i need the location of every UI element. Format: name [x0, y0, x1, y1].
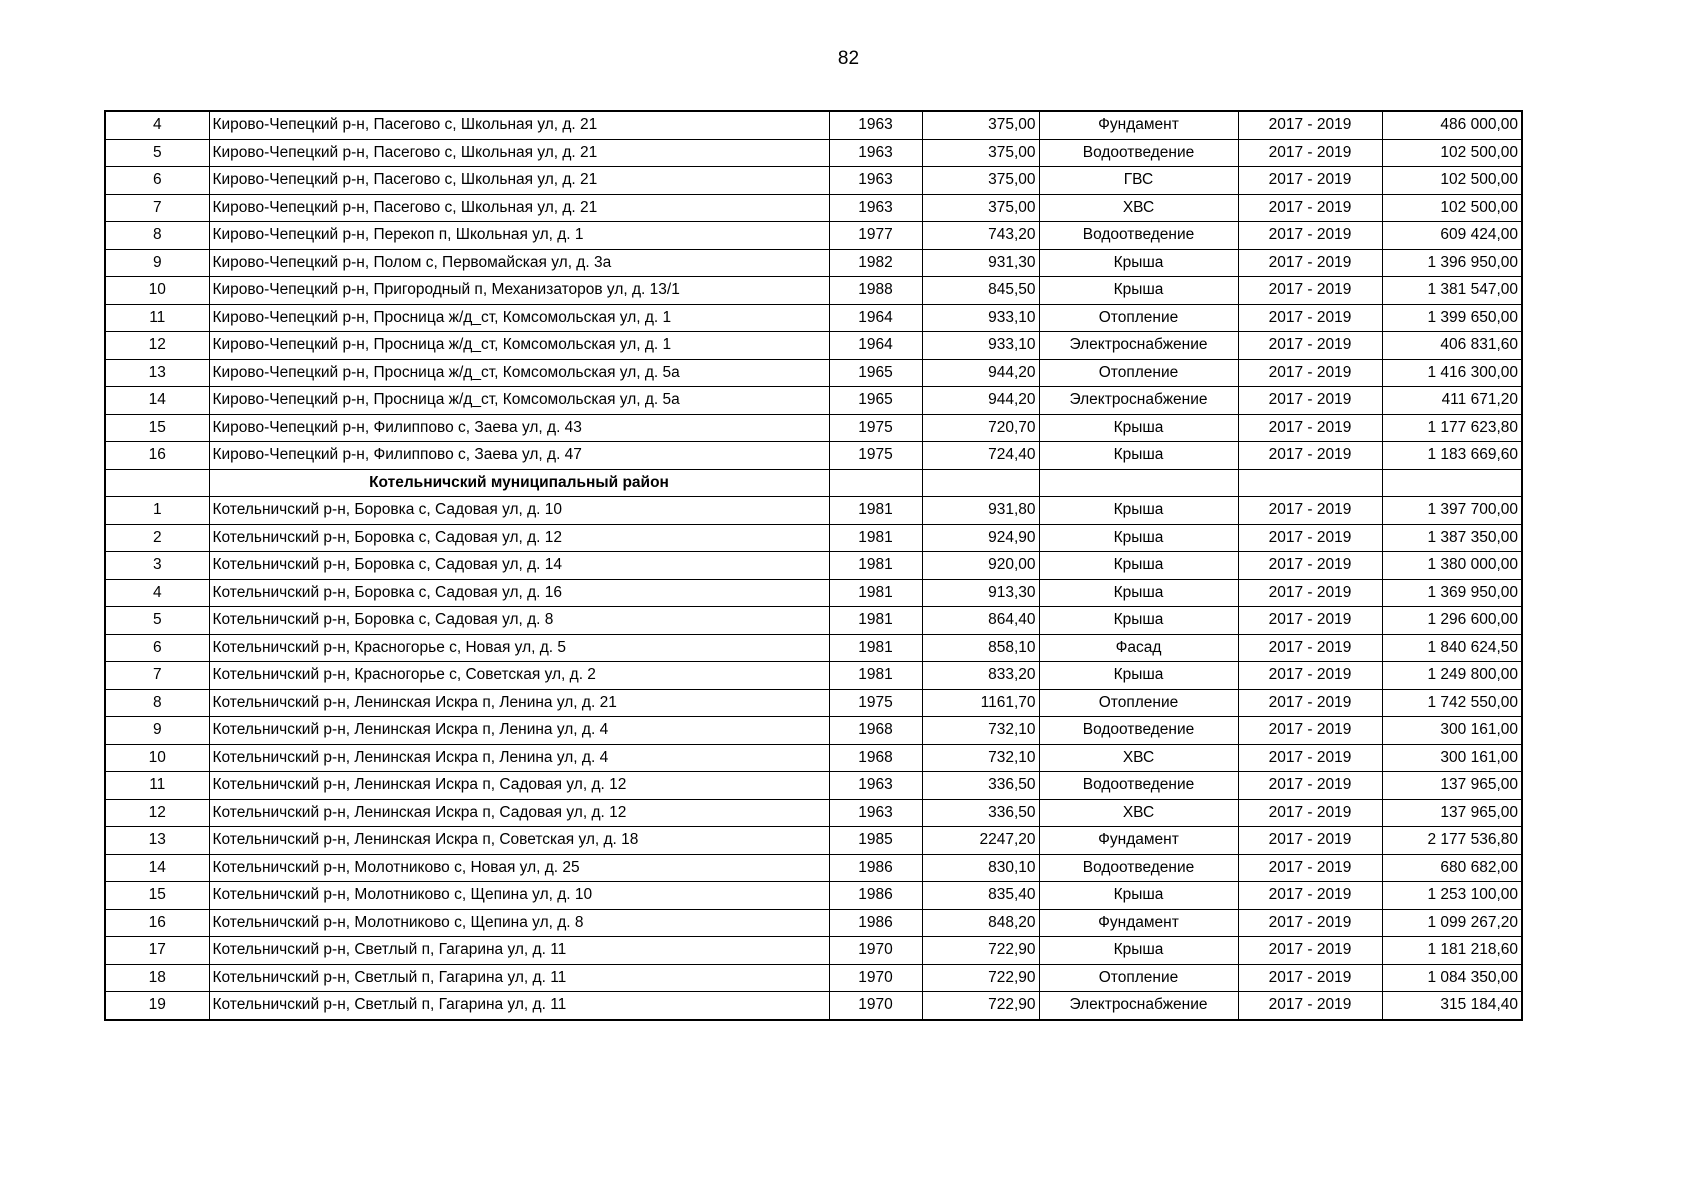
table-row: [105, 359, 1522, 387]
cost-cell: 1 381 547,00: [1382, 277, 1522, 305]
table-row: [105, 497, 1522, 525]
work-type-cell: Крыша: [1039, 662, 1238, 690]
cost-cell: 102 500,00: [1382, 194, 1522, 222]
table-row: [105, 249, 1522, 277]
work-type-cell: Фундамент: [1039, 909, 1238, 937]
area-cell: 722,90: [922, 964, 1039, 992]
area-cell: 375,00: [922, 194, 1039, 222]
period-cell: 2017 - 2019: [1238, 744, 1382, 772]
work-type-cell: Крыша: [1039, 524, 1238, 552]
work-type-cell: Водоотведение: [1039, 854, 1238, 882]
work-type-cell: [1039, 469, 1238, 497]
table-row: [105, 387, 1522, 415]
table-row: [105, 744, 1522, 772]
work-type-cell: Фасад: [1039, 634, 1238, 662]
build-year-cell: 1970: [829, 992, 922, 1020]
table-row: [105, 772, 1522, 800]
work-type-cell: Крыша: [1039, 414, 1238, 442]
build-year-cell: 1981: [829, 497, 922, 525]
build-year-cell: 1963: [829, 772, 922, 800]
table-row: [105, 992, 1522, 1020]
cost-cell: 137 965,00: [1382, 799, 1522, 827]
table-row: [105, 414, 1522, 442]
area-cell: 858,10: [922, 634, 1039, 662]
cost-cell: 2 177 536,80: [1382, 827, 1522, 855]
period-cell: 2017 - 2019: [1238, 139, 1382, 167]
cost-cell: 102 500,00: [1382, 167, 1522, 195]
row-number-cell: [105, 469, 209, 497]
period-cell: 2017 - 2019: [1238, 552, 1382, 580]
period-cell: 2017 - 2019: [1238, 607, 1382, 635]
area-cell: 375,00: [922, 139, 1039, 167]
address-cell: Котельничский р-н, Светлый п, Гагарина ул, д. 11: [209, 937, 829, 965]
address-cell: Котельничский р-н, Светлый п, Гагарина ул, д. 11: [209, 964, 829, 992]
build-year-cell: 1977: [829, 222, 922, 250]
address-cell: Котельничский р-н, Ленинская Искра п, Ленина ул, д. 4: [209, 717, 829, 745]
table-row: [105, 222, 1522, 250]
work-type-cell: Водоотведение: [1039, 222, 1238, 250]
area-cell: 933,10: [922, 304, 1039, 332]
area-cell: 375,00: [922, 167, 1039, 195]
period-cell: 2017 - 2019: [1238, 964, 1382, 992]
cost-cell: 411 671,20: [1382, 387, 1522, 415]
row-number-cell: 10: [105, 744, 209, 772]
table-row: [105, 827, 1522, 855]
row-number-cell: 13: [105, 359, 209, 387]
row-number-cell: 8: [105, 222, 209, 250]
work-type-cell: Фундамент: [1039, 827, 1238, 855]
row-number-cell: 19: [105, 992, 209, 1020]
period-cell: 2017 - 2019: [1238, 524, 1382, 552]
area-cell: 931,30: [922, 249, 1039, 277]
work-type-cell: Отопление: [1039, 304, 1238, 332]
page-number: 82: [837, 48, 860, 69]
cost-cell: 609 424,00: [1382, 222, 1522, 250]
build-year-cell: 1981: [829, 607, 922, 635]
work-type-cell: Крыша: [1039, 937, 1238, 965]
cost-cell: 1 099 267,20: [1382, 909, 1522, 937]
table-row: [105, 139, 1522, 167]
row-number-cell: 16: [105, 909, 209, 937]
period-cell: 2017 - 2019: [1238, 414, 1382, 442]
period-cell: 2017 - 2019: [1238, 222, 1382, 250]
table-row: [105, 579, 1522, 607]
address-cell: Котельничский р-н, Боровка с, Садовая ул, д. 8: [209, 607, 829, 635]
area-cell: 722,90: [922, 992, 1039, 1020]
work-type-cell: ГВС: [1039, 167, 1238, 195]
table-row: [105, 111, 1522, 139]
cost-cell: 1 084 350,00: [1382, 964, 1522, 992]
row-number-cell: 15: [105, 882, 209, 910]
cost-cell: 1 183 669,60: [1382, 442, 1522, 470]
work-type-cell: Водоотведение: [1039, 772, 1238, 800]
build-year-cell: 1981: [829, 662, 922, 690]
row-number-cell: 4: [105, 579, 209, 607]
period-cell: 2017 - 2019: [1238, 689, 1382, 717]
address-cell: Котельничский р-н, Ленинская Искра п, Садовая ул, д. 12: [209, 772, 829, 800]
area-cell: 743,20: [922, 222, 1039, 250]
row-number-cell: 7: [105, 194, 209, 222]
work-type-cell: Отопление: [1039, 689, 1238, 717]
table-row: [105, 662, 1522, 690]
row-number-cell: 13: [105, 827, 209, 855]
address-cell: Кирово-Чепецкий р-н, Пригородный п, Механизаторов ул, д. 13/1: [209, 277, 829, 305]
address-cell: Котельничский р-н, Ленинская Искра п, Советская ул, д. 18: [209, 827, 829, 855]
work-type-cell: ХВС: [1039, 744, 1238, 772]
address-cell: Котельничский р-н, Ленинская Искра п, Садовая ул, д. 12: [209, 799, 829, 827]
build-year-cell: 1981: [829, 524, 922, 552]
table-row: [105, 964, 1522, 992]
work-type-cell: Крыша: [1039, 277, 1238, 305]
cost-cell: 1 397 700,00: [1382, 497, 1522, 525]
work-type-cell: Электроснабжение: [1039, 332, 1238, 360]
row-number-cell: 14: [105, 387, 209, 415]
period-cell: 2017 - 2019: [1238, 717, 1382, 745]
row-number-cell: 7: [105, 662, 209, 690]
area-cell: 933,10: [922, 332, 1039, 360]
area-cell: 2247,20: [922, 827, 1039, 855]
build-year-cell: [829, 469, 922, 497]
address-cell: Котельничский р-н, Ленинская Искра п, Ленина ул, д. 4: [209, 744, 829, 772]
build-year-cell: 1968: [829, 717, 922, 745]
address-cell: Кирово-Чепецкий р-н, Просница ж/д_ст, Комсомольская ул, д. 5а: [209, 359, 829, 387]
build-year-cell: 1982: [829, 249, 922, 277]
address-cell: Кирово-Чепецкий р-н, Просница ж/д_ст, Комсомольская ул, д. 5а: [209, 387, 829, 415]
table-row: [105, 194, 1522, 222]
table-row: [105, 882, 1522, 910]
table-row: [105, 717, 1522, 745]
build-year-cell: 1970: [829, 964, 922, 992]
row-number-cell: 12: [105, 799, 209, 827]
build-year-cell: 1975: [829, 414, 922, 442]
build-year-cell: 1968: [829, 744, 922, 772]
period-cell: 2017 - 2019: [1238, 772, 1382, 800]
build-year-cell: 1986: [829, 882, 922, 910]
cost-cell: 486 000,00: [1382, 111, 1522, 139]
address-cell: Кирово-Чепецкий р-н, Просница ж/д_ст, Комсомольская ул, д. 1: [209, 304, 829, 332]
address-cell: Кирово-Чепецкий р-н, Полом с, Первомайская ул, д. 3а: [209, 249, 829, 277]
address-cell: Кирово-Чепецкий р-н, Филиппово с, Заева ул, д. 43: [209, 414, 829, 442]
address-cell: Кирово-Чепецкий р-н, Пасегово с, Школьная ул, д. 21: [209, 194, 829, 222]
build-year-cell: 1986: [829, 854, 922, 882]
period-cell: 2017 - 2019: [1238, 387, 1382, 415]
build-year-cell: 1988: [829, 277, 922, 305]
build-year-cell: 1963: [829, 111, 922, 139]
address-cell: Котельничский р-н, Светлый п, Гагарина ул, д. 11: [209, 992, 829, 1020]
cost-cell: 1 399 650,00: [1382, 304, 1522, 332]
build-year-cell: 1965: [829, 387, 922, 415]
work-type-cell: Крыша: [1039, 249, 1238, 277]
period-cell: 2017 - 2019: [1238, 111, 1382, 139]
work-type-cell: ХВС: [1039, 194, 1238, 222]
area-cell: 944,20: [922, 359, 1039, 387]
row-number-cell: 8: [105, 689, 209, 717]
period-cell: 2017 - 2019: [1238, 882, 1382, 910]
cost-cell: 102 500,00: [1382, 139, 1522, 167]
cost-cell: 1 177 623,80: [1382, 414, 1522, 442]
address-cell: Котельничский р-н, Молотниково с, Новая ул, д. 25: [209, 854, 829, 882]
period-cell: 2017 - 2019: [1238, 359, 1382, 387]
period-cell: 2017 - 2019: [1238, 304, 1382, 332]
area-cell: 375,00: [922, 111, 1039, 139]
cost-cell: 1 416 300,00: [1382, 359, 1522, 387]
table-body: [105, 111, 1522, 1020]
area-cell: 864,40: [922, 607, 1039, 635]
address-cell: Кирово-Чепецкий р-н, Перекоп п, Школьная ул, д. 1: [209, 222, 829, 250]
table-row: [105, 167, 1522, 195]
area-cell: 835,40: [922, 882, 1039, 910]
work-type-cell: Отопление: [1039, 359, 1238, 387]
row-number-cell: 5: [105, 607, 209, 635]
build-year-cell: 1964: [829, 304, 922, 332]
cost-cell: 1 296 600,00: [1382, 607, 1522, 635]
work-type-cell: Крыша: [1039, 607, 1238, 635]
table-row: [105, 909, 1522, 937]
period-cell: 2017 - 2019: [1238, 194, 1382, 222]
area-cell: 724,40: [922, 442, 1039, 470]
cost-cell: 680 682,00: [1382, 854, 1522, 882]
period-cell: 2017 - 2019: [1238, 332, 1382, 360]
period-cell: 2017 - 2019: [1238, 249, 1382, 277]
row-number-cell: 14: [105, 854, 209, 882]
area-cell: 722,90: [922, 937, 1039, 965]
table-row: [105, 442, 1522, 470]
area-cell: 336,50: [922, 772, 1039, 800]
build-year-cell: 1986: [829, 909, 922, 937]
build-year-cell: 1981: [829, 552, 922, 580]
row-number-cell: 18: [105, 964, 209, 992]
period-cell: 2017 - 2019: [1238, 827, 1382, 855]
table-row: [105, 552, 1522, 580]
work-type-cell: Крыша: [1039, 497, 1238, 525]
row-number-cell: 2: [105, 524, 209, 552]
work-type-cell: Водоотведение: [1039, 717, 1238, 745]
area-cell: 720,70: [922, 414, 1039, 442]
section-header-row: [105, 469, 1522, 497]
work-type-cell: Крыша: [1039, 579, 1238, 607]
cost-cell: 1 181 218,60: [1382, 937, 1522, 965]
row-number-cell: 12: [105, 332, 209, 360]
table-row: [105, 799, 1522, 827]
address-cell: Кирово-Чепецкий р-н, Пасегово с, Школьная ул, д. 21: [209, 139, 829, 167]
address-cell: Котельничский р-н, Боровка с, Садовая ул, д. 10: [209, 497, 829, 525]
row-number-cell: 6: [105, 634, 209, 662]
address-cell: Кирово-Чепецкий р-н, Пасегово с, Школьная ул, д. 21: [209, 111, 829, 139]
area-cell: 336,50: [922, 799, 1039, 827]
build-year-cell: 1965: [829, 359, 922, 387]
area-cell: 931,80: [922, 497, 1039, 525]
table-row: [105, 277, 1522, 305]
build-year-cell: 1985: [829, 827, 922, 855]
cost-cell: 1 840 624,50: [1382, 634, 1522, 662]
area-cell: 924,90: [922, 524, 1039, 552]
address-cell: Котельничский р-н, Боровка с, Садовая ул, д. 14: [209, 552, 829, 580]
table-row: [105, 854, 1522, 882]
cost-cell: 300 161,00: [1382, 744, 1522, 772]
cost-cell: 315 184,40: [1382, 992, 1522, 1020]
work-type-cell: Крыша: [1039, 442, 1238, 470]
row-number-cell: 9: [105, 717, 209, 745]
row-number-cell: 10: [105, 277, 209, 305]
address-cell: Котельничский р-н, Красногорье с, Советская ул, д. 2: [209, 662, 829, 690]
table-row: [105, 332, 1522, 360]
row-number-cell: 5: [105, 139, 209, 167]
table-row: [105, 607, 1522, 635]
area-cell: 848,20: [922, 909, 1039, 937]
period-cell: 2017 - 2019: [1238, 992, 1382, 1020]
row-number-cell: 17: [105, 937, 209, 965]
address-cell: Котельничский р-н, Молотниково с, Щепина ул, д. 8: [209, 909, 829, 937]
period-cell: 2017 - 2019: [1238, 909, 1382, 937]
area-cell: 833,20: [922, 662, 1039, 690]
cost-cell: 300 161,00: [1382, 717, 1522, 745]
address-cell: Котельничский р-н, Красногорье с, Новая ул, д. 5: [209, 634, 829, 662]
work-type-cell: Отопление: [1039, 964, 1238, 992]
row-number-cell: 3: [105, 552, 209, 580]
work-type-cell: Электроснабжение: [1039, 992, 1238, 1020]
registry-table: [104, 110, 1523, 1021]
address-cell: Котельничский р-н, Молотниково с, Щепина ул, д. 10: [209, 882, 829, 910]
period-cell: 2017 - 2019: [1238, 662, 1382, 690]
row-number-cell: 15: [105, 414, 209, 442]
address-cell: Кирово-Чепецкий р-н, Пасегово с, Школьная ул, д. 21: [209, 167, 829, 195]
row-number-cell: 4: [105, 111, 209, 139]
row-number-cell: 11: [105, 304, 209, 332]
period-cell: 2017 - 2019: [1238, 634, 1382, 662]
work-type-cell: Крыша: [1039, 882, 1238, 910]
address-cell: Котельничский р-н, Боровка с, Садовая ул, д. 12: [209, 524, 829, 552]
work-type-cell: ХВС: [1039, 799, 1238, 827]
cost-cell: 1 249 800,00: [1382, 662, 1522, 690]
address-cell: Кирово-Чепецкий р-н, Филиппово с, Заева ул, д. 47: [209, 442, 829, 470]
build-year-cell: 1963: [829, 194, 922, 222]
row-number-cell: 1: [105, 497, 209, 525]
table-row: [105, 689, 1522, 717]
build-year-cell: 1975: [829, 689, 922, 717]
area-cell: 944,20: [922, 387, 1039, 415]
table-row: [105, 634, 1522, 662]
cost-cell: [1382, 469, 1522, 497]
period-cell: 2017 - 2019: [1238, 799, 1382, 827]
area-cell: 830,10: [922, 854, 1039, 882]
build-year-cell: 1963: [829, 139, 922, 167]
build-year-cell: 1963: [829, 167, 922, 195]
cost-cell: 1 387 350,00: [1382, 524, 1522, 552]
cost-cell: 1 380 000,00: [1382, 552, 1522, 580]
period-cell: [1238, 469, 1382, 497]
row-number-cell: 9: [105, 249, 209, 277]
work-type-cell: Фундамент: [1039, 111, 1238, 139]
work-type-cell: Крыша: [1039, 552, 1238, 580]
area-cell: 732,10: [922, 744, 1039, 772]
area-cell: 845,50: [922, 277, 1039, 305]
table-row: [105, 937, 1522, 965]
build-year-cell: 1981: [829, 579, 922, 607]
build-year-cell: 1964: [829, 332, 922, 360]
address-cell: Кирово-Чепецкий р-н, Просница ж/д_ст, Комсомольская ул, д. 1: [209, 332, 829, 360]
area-cell: [922, 469, 1039, 497]
period-cell: 2017 - 2019: [1238, 167, 1382, 195]
period-cell: 2017 - 2019: [1238, 854, 1382, 882]
build-year-cell: 1970: [829, 937, 922, 965]
period-cell: 2017 - 2019: [1238, 937, 1382, 965]
area-cell: 1161,70: [922, 689, 1039, 717]
cost-cell: 137 965,00: [1382, 772, 1522, 800]
table-row: [105, 304, 1522, 332]
work-type-cell: Электроснабжение: [1039, 387, 1238, 415]
row-number-cell: 6: [105, 167, 209, 195]
area-cell: 732,10: [922, 717, 1039, 745]
address-cell: Котельничский р-н, Боровка с, Садовая ул, д. 16: [209, 579, 829, 607]
cost-cell: 1 396 950,00: [1382, 249, 1522, 277]
build-year-cell: 1981: [829, 634, 922, 662]
cost-cell: 1 253 100,00: [1382, 882, 1522, 910]
cost-cell: 1 369 950,00: [1382, 579, 1522, 607]
area-cell: 920,00: [922, 552, 1039, 580]
section-title: Котельничский муниципальный район: [209, 469, 829, 497]
table-row: [105, 524, 1522, 552]
address-cell: Котельничский р-н, Ленинская Искра п, Ленина ул, д. 21: [209, 689, 829, 717]
period-cell: 2017 - 2019: [1238, 579, 1382, 607]
area-cell: 913,30: [922, 579, 1039, 607]
row-number-cell: 11: [105, 772, 209, 800]
work-type-cell: Водоотведение: [1039, 139, 1238, 167]
build-year-cell: 1975: [829, 442, 922, 470]
row-number-cell: 16: [105, 442, 209, 470]
cost-cell: 406 831,60: [1382, 332, 1522, 360]
cost-cell: 1 742 550,00: [1382, 689, 1522, 717]
period-cell: 2017 - 2019: [1238, 277, 1382, 305]
period-cell: 2017 - 2019: [1238, 497, 1382, 525]
period-cell: 2017 - 2019: [1238, 442, 1382, 470]
build-year-cell: 1963: [829, 799, 922, 827]
